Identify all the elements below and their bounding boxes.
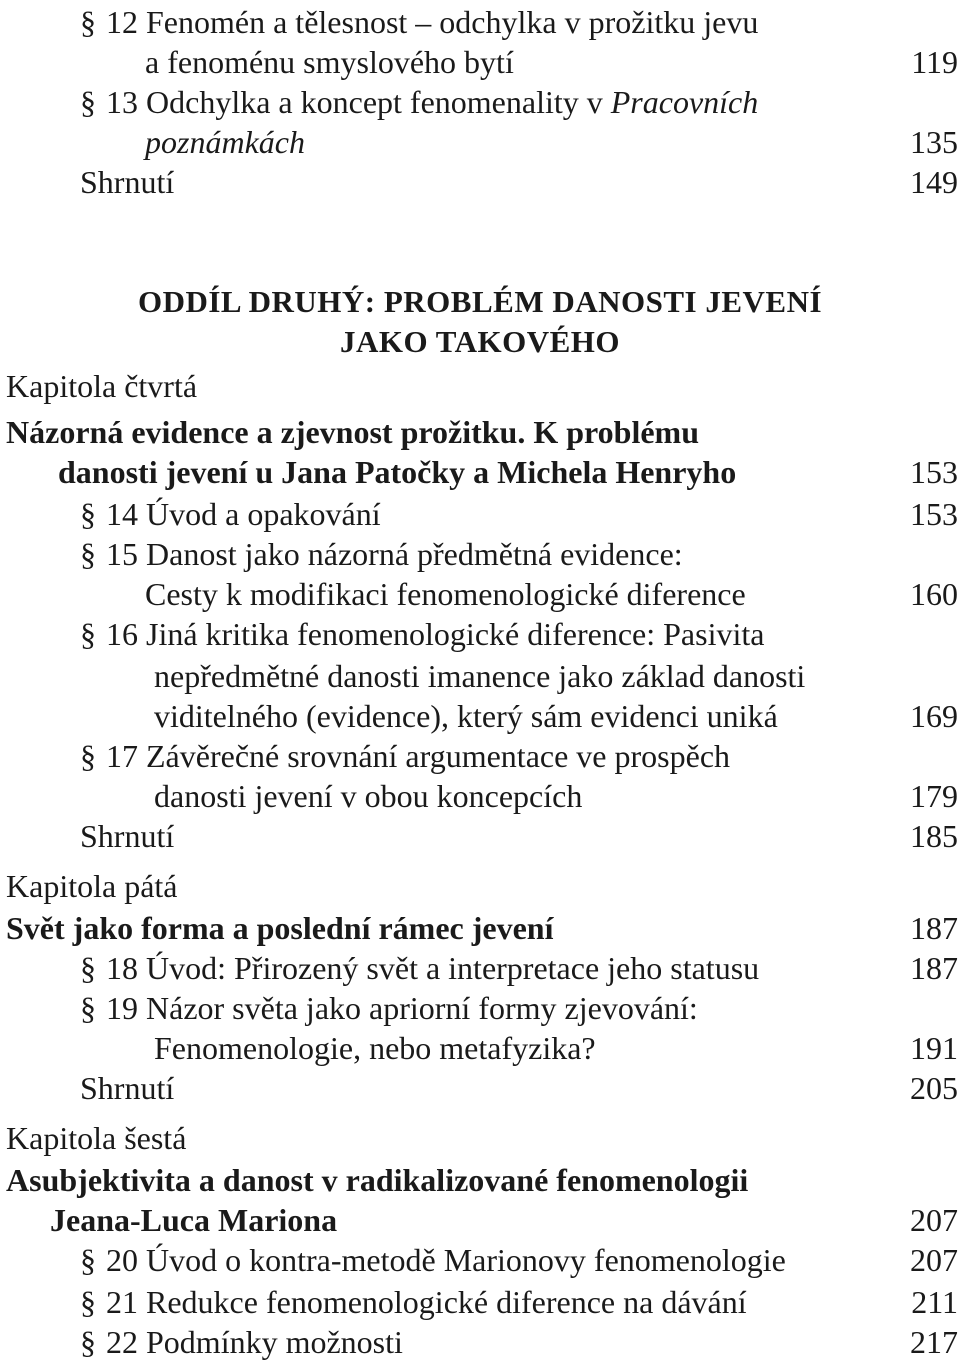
entry-title: 18 Úvod: Přirozený svět a interpretace jeho statusu (106, 950, 760, 986)
toc-summary-ch5 (0, 1068, 960, 1108)
section-sign: § (80, 950, 96, 986)
toc-entry-17-line1 (0, 736, 960, 776)
toc-entry-15-line1 (0, 534, 960, 574)
entry-title-cont: Cesty k modifikaci fenomenologické diference (145, 576, 746, 612)
entry-title-cont: Fenomenologie, nebo metafyzika? (154, 1030, 596, 1066)
toc-entry-21 (0, 1282, 960, 1322)
chapter-4-label (0, 366, 960, 406)
entry-title: 19 Názor světa jako apriorní formy zjevování: (106, 990, 698, 1026)
toc-entry-16-line1 (0, 614, 960, 654)
section-sign: § (80, 496, 96, 532)
entry-title (106, 82, 758, 122)
page-number: 191 (910, 1030, 958, 1066)
page-number: 185 (910, 818, 958, 854)
section-sign: § (80, 1284, 96, 1320)
entry-title: 14 Úvod a opakování (106, 496, 381, 532)
toc-entry-12-line2 (0, 42, 960, 82)
page-number: 187 (910, 910, 958, 946)
page-number: 207 (910, 1242, 958, 1278)
section-sign: § (80, 84, 96, 120)
section-sign: § (80, 990, 96, 1026)
page-number: 153 (910, 454, 958, 490)
page-number: 217 (910, 1324, 958, 1360)
toc-entry-13-line2 (0, 122, 960, 162)
chapter-6-title-line2 (0, 1200, 960, 1240)
section-sign: § (80, 536, 96, 572)
entry-title-cont: a fenoménu smyslového bytí (145, 44, 514, 80)
entry-title-cont: nepředmětné danosti imanence jako základ danosti (154, 658, 806, 694)
toc-entry-14 (0, 494, 960, 534)
toc-entry-17-line2 (0, 776, 960, 816)
chapter-4-title-line2 (0, 452, 960, 492)
entry-title-cont: viditelného (evidence), který sám evidenci uniká (154, 698, 778, 734)
page-number: 211 (911, 1284, 958, 1320)
entry-title: 21 Redukce fenomenologické diference na dávání (106, 1284, 747, 1320)
toc-entry-19-line2 (0, 1028, 960, 1068)
toc-entry-22 (0, 1322, 960, 1362)
chapter-5-title (0, 908, 960, 948)
toc-entry-15-line2 (0, 574, 960, 614)
page-number: 135 (910, 124, 958, 160)
section-sign: § (80, 738, 96, 774)
chapter-label: Kapitola šestá (6, 1120, 187, 1156)
entry-title: 16 Jiná kritika fenomenologické diference: Pasivita (106, 616, 765, 652)
toc-entry-16-line3 (0, 696, 960, 736)
summary-label: Shrnutí (80, 818, 175, 854)
toc-entry-20 (0, 1240, 960, 1280)
chapter-6-title-line1 (0, 1160, 960, 1200)
page-number: 205 (910, 1070, 958, 1106)
part-heading: ODDÍL DRUHÝ: PROBLÉM DANOSTI JEVENÍ (137, 284, 823, 319)
toc-entry-12-line1 (0, 2, 960, 42)
summary-label: Shrnutí (80, 164, 175, 200)
section-sign: § (80, 1324, 96, 1360)
entry-title: 15 Danost jako názorná předmětná evidence: (106, 536, 683, 572)
entry-title: 22 Podmínky možnosti (106, 1324, 403, 1360)
section-sign: § (80, 616, 96, 652)
part-heading-cont: JAKO TAKOVÉHO (339, 324, 621, 359)
chapter-title-cont: danosti jevení u Jana Patočky a Michela Henryho (58, 454, 737, 490)
chapter-title-cont: Jeana-Luca Mariona (50, 1202, 338, 1238)
chapter-title: Svět jako forma a poslední rámec jevení (6, 910, 554, 946)
page-number: 169 (910, 698, 958, 734)
toc-entry-19-line1 (0, 988, 960, 1028)
section-sign: § (80, 1242, 96, 1278)
toc-entry-18 (0, 948, 960, 988)
toc-summary-ch3 (0, 162, 960, 202)
page-number: 179 (910, 778, 958, 814)
toc-entry-16-line2 (0, 656, 960, 696)
toc-entry-13-line1 (0, 82, 960, 122)
part-heading-line2 (0, 322, 960, 362)
part-heading-line1 (0, 282, 960, 322)
chapter-4-title-line1 (0, 412, 960, 452)
section-sign: § (80, 4, 96, 40)
entry-title-text: 13 Odchylka a koncept fenomenality v (106, 84, 611, 120)
page-number: 149 (910, 164, 958, 200)
entry-title-cont: danosti jevení v obou koncepcích (154, 778, 583, 814)
page-number: 153 (910, 496, 958, 532)
page-number: 160 (910, 576, 958, 612)
page-number: 119 (911, 44, 958, 80)
page-number: 207 (910, 1202, 958, 1238)
entry-title-italic: Pracovních (610, 84, 759, 120)
chapter-6-label (0, 1118, 960, 1158)
toc-summary-ch4 (0, 816, 960, 856)
entry-title: 20 Úvod o kontra-metodě Marionovy fenomenologie (106, 1242, 786, 1278)
chapter-5-label (0, 866, 960, 906)
entry-title-cont: poznámkách (145, 124, 305, 160)
entry-title: 12 Fenomén a tělesnost – odchylka v prožitku jevu (106, 4, 759, 40)
summary-label: Shrnutí (80, 1070, 175, 1106)
chapter-title: Názorná evidence a zjevnost prožitku. K problému (6, 414, 699, 450)
chapter-label: Kapitola pátá (6, 868, 178, 904)
chapter-title: Asubjektivita a danost v radikalizované fenomenologii (6, 1162, 749, 1198)
chapter-label: Kapitola čtvrtá (6, 368, 198, 404)
entry-title: 17 Závěrečné srovnání argumentace ve prospěch (106, 738, 731, 774)
page-number: 187 (910, 950, 958, 986)
